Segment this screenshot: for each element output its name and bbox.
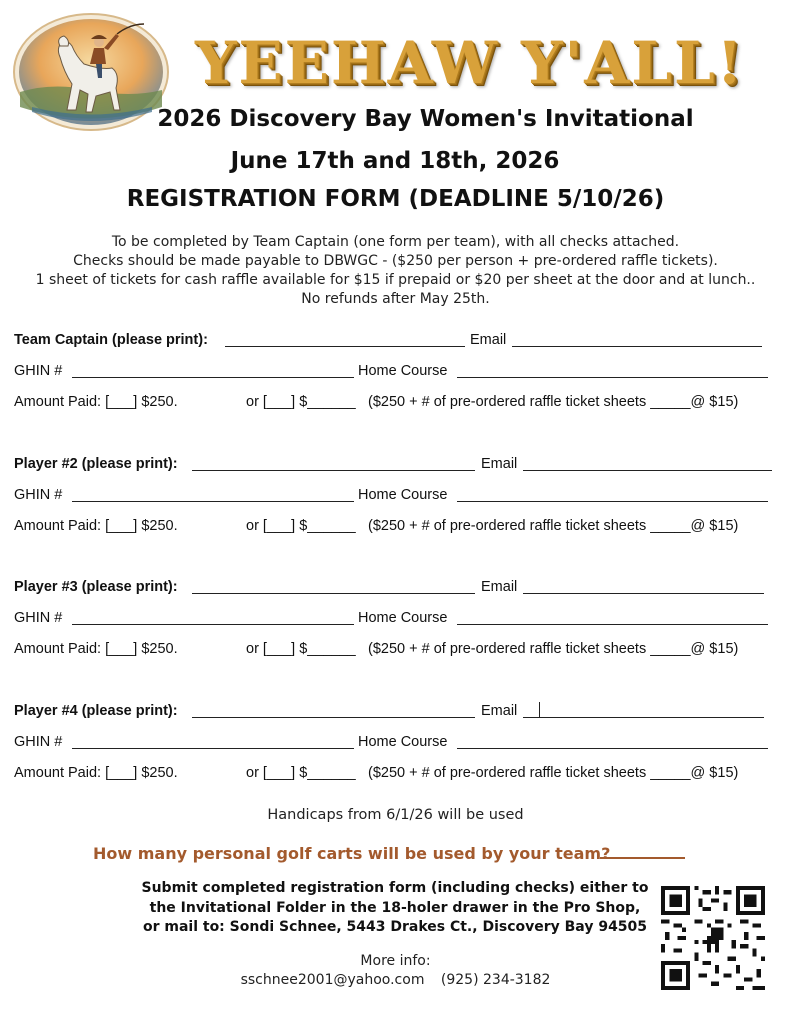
amount-row (14, 394, 774, 414)
player-label: Player #3 (please print): (14, 579, 178, 595)
email-label: Email (481, 456, 518, 472)
amount-label[interactable]: Amount Paid: [___] $250. (14, 765, 178, 781)
player-label: Team Captain (please print): (14, 332, 208, 348)
instruction-line: To be completed by Team Captain (one form per team), with all checks attached. (111, 234, 680, 250)
ghin-row (14, 610, 774, 630)
event-title: 2026 Discovery Bay Women's Invitational (157, 106, 694, 132)
instruction-line: 1 sheet of tickets for cash raffle available for $15 if prepaid or $20 per sheet at the door and at lunch.. (35, 272, 756, 288)
instruction-line: No refunds after May 25th. (301, 291, 490, 307)
submit-instructions (100, 879, 690, 938)
email-label: Email (470, 332, 507, 348)
amount-label[interactable]: Amount Paid: [___] $250. (14, 641, 178, 657)
home-course-label: Home Course (358, 610, 448, 626)
ghin-field[interactable] (72, 624, 354, 625)
submit-line: the Invitational Folder in the 18-holer drawer in the Pro Shop, (149, 899, 641, 916)
player-label: Player #2 (please print): (14, 456, 178, 472)
email-field[interactable] (523, 470, 772, 471)
home-course-field[interactable] (457, 377, 768, 378)
qr-code-icon[interactable] (661, 886, 765, 990)
ghin-field[interactable] (72, 501, 354, 502)
carts-answer-field[interactable] (600, 857, 685, 859)
ghin-label: GHIN # (14, 610, 63, 626)
player-name-row (14, 703, 774, 723)
amount-label[interactable]: Amount Paid: [___] $250. (14, 518, 178, 534)
more-info-label: More info: (360, 953, 431, 969)
text-cursor (539, 702, 540, 718)
raffle-label[interactable]: ($250 + # of pre-ordered raffle ticket sheets _____@ $15) (368, 394, 739, 410)
home-course-field[interactable] (457, 501, 768, 502)
raffle-label[interactable]: ($250 + # of pre-ordered raffle ticket sheets _____@ $15) (368, 765, 739, 781)
email-field[interactable] (523, 717, 764, 718)
name-field[interactable] (192, 593, 475, 594)
player-name-row (14, 579, 774, 599)
raffle-label[interactable]: ($250 + # of pre-ordered raffle ticket sheets _____@ $15) (368, 518, 739, 534)
submit-line: or mail to: Sondi Schnee, 5443 Drakes Ct., Discovery Bay 94505 (142, 919, 648, 935)
email-field[interactable] (512, 346, 762, 347)
amount-row (14, 641, 774, 661)
ghin-row (14, 363, 774, 383)
or-amount-label[interactable]: or [___] $______ (246, 518, 356, 534)
contact-phone: (925) 234-3182 (440, 972, 551, 988)
email-label: Email (481, 703, 518, 719)
player-label: Player #4 (please print): (14, 703, 178, 719)
contact-email[interactable]: sschnee2001@yahoo.com (240, 972, 425, 988)
raffle-label[interactable]: ($250 + # of pre-ordered raffle ticket sheets _____@ $15) (368, 641, 739, 657)
ghin-row (14, 487, 774, 507)
email-field[interactable] (523, 593, 764, 594)
carts-question: How many personal golf carts will be used by your team? (93, 844, 611, 863)
email-label: Email (481, 579, 518, 595)
home-course-field[interactable] (457, 624, 768, 625)
banner-title: YEEHAW Y'ALL! (195, 29, 745, 97)
name-field[interactable] (225, 346, 465, 347)
handicaps-note: Handicaps from 6/1/26 will be used (267, 807, 524, 823)
ghin-row (14, 734, 774, 754)
home-course-field[interactable] (457, 748, 768, 749)
player-name-row (14, 456, 774, 476)
form-title: REGISTRATION FORM (DEADLINE 5/10/26) (126, 186, 665, 212)
or-amount-label[interactable]: or [___] $______ (246, 394, 356, 410)
name-field[interactable] (192, 717, 475, 718)
or-amount-label[interactable]: or [___] $______ (246, 765, 356, 781)
ghin-field[interactable] (72, 748, 354, 749)
player-name-row (14, 332, 774, 352)
event-dates: June 17th and 18th, 2026 (230, 148, 560, 174)
amount-row (14, 765, 774, 785)
amount-row (14, 518, 774, 538)
home-course-label: Home Course (358, 734, 448, 750)
ghin-label: GHIN # (14, 363, 63, 379)
ghin-field[interactable] (72, 377, 354, 378)
home-course-label: Home Course (358, 363, 448, 379)
ghin-label: GHIN # (14, 734, 63, 750)
name-field[interactable] (192, 470, 475, 471)
ghin-label: GHIN # (14, 487, 63, 503)
instruction-line: Checks should be made payable to DBWGC - ($250 per person + pre-ordered raffle tickets). (73, 253, 718, 269)
amount-label[interactable]: Amount Paid: [___] $250. (14, 394, 178, 410)
or-amount-label[interactable]: or [___] $______ (246, 641, 356, 657)
home-course-label: Home Course (358, 487, 448, 503)
submit-line: Submit completed registration form (including checks) either to (141, 880, 649, 896)
